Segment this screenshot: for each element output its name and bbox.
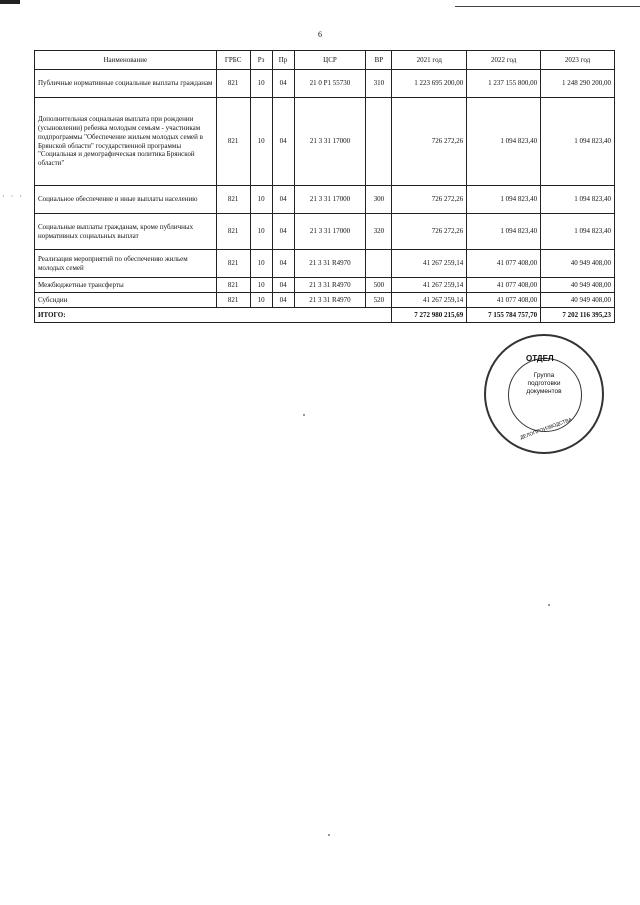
cell-2021: 41 267 259,14	[392, 250, 467, 278]
cell-pr: 04	[272, 98, 294, 186]
cell-name: Дополнительная социальная выплата при рождении (усыновлении) ребенка молодым семьям - участникам подпрограммы "Обеспечение жильем молодых семей в Брянской области" государственной программы "Социальная и демографическая политика Брянской области"	[35, 98, 217, 186]
stamp-bottom-text: ДЕЛОПРОИЗВОДСТВА	[519, 416, 573, 442]
scan-artifact-dots: · · ·	[2, 192, 24, 201]
cell-2021: 726 272,26	[392, 98, 467, 186]
header-pr: Пр	[272, 51, 294, 70]
cell-2021: 41 267 259,14	[392, 278, 467, 293]
cell-2021: 726 272,26	[392, 214, 467, 250]
cell-rz: 10	[250, 293, 272, 308]
total-label: ИТОГО:	[35, 308, 392, 323]
cell-2021: 1 223 695 200,00	[392, 70, 467, 98]
table-row	[35, 214, 615, 250]
cell-vr	[366, 250, 392, 278]
scan-speck	[548, 604, 550, 606]
cell-2022: 41 077 408,00	[467, 250, 541, 278]
cell-2023: 1 094 823,40	[541, 186, 615, 214]
cell-pr: 04	[272, 278, 294, 293]
cell-2022: 1 094 823,40	[467, 186, 541, 214]
cell-grbs: 821	[216, 250, 250, 278]
cell-vr	[366, 98, 392, 186]
total-2021: 7 272 980 215,69	[392, 308, 467, 323]
table-header-row	[35, 51, 615, 70]
header-2022: 2022 год	[467, 51, 541, 70]
stamp-group-line-1: Группа	[533, 372, 555, 379]
header-rz: Рз	[250, 51, 272, 70]
cell-pr: 04	[272, 293, 294, 308]
cell-2022: 1 237 155 800,00	[467, 70, 541, 98]
scan-speck	[303, 414, 305, 416]
cell-rz: 10	[250, 70, 272, 98]
cell-2021: 41 267 259,14	[392, 293, 467, 308]
cell-name: Социальные выплаты гражданам, кроме публичных нормативных социальных выплат	[35, 214, 217, 250]
table-row	[35, 70, 615, 98]
cell-name: Социальное обеспечение и иные выплаты населению	[35, 186, 217, 214]
cell-2023: 40 949 408,00	[541, 278, 615, 293]
cell-rz: 10	[250, 186, 272, 214]
cell-pr: 04	[272, 214, 294, 250]
cell-2022: 41 077 408,00	[467, 278, 541, 293]
cell-rz: 10	[250, 98, 272, 186]
cell-grbs: 821	[216, 278, 250, 293]
table-row	[35, 250, 615, 278]
cell-name: Реализация мероприятий по обеспечению жильем молодых семей	[35, 250, 217, 278]
stamp-group-line-2: подготовки	[527, 379, 561, 387]
total-2022: 7 155 784 757,70	[467, 308, 541, 323]
cell-vr: 310	[366, 70, 392, 98]
cell-rz: 10	[250, 278, 272, 293]
cell-csr: 21 3 31 R4970	[294, 293, 366, 308]
cell-vr: 320	[366, 214, 392, 250]
cell-csr: 21 3 31 R4970	[294, 250, 366, 278]
cell-vr: 520	[366, 293, 392, 308]
stamp-department: ОТДЕЛ	[526, 354, 554, 363]
table-row	[35, 186, 615, 214]
total-2023: 7 202 116 395,23	[541, 308, 615, 323]
header-name: Наименование	[35, 51, 217, 70]
cell-2022: 1 094 823,40	[467, 214, 541, 250]
cell-2022: 41 077 408,00	[467, 293, 541, 308]
table-total-row	[35, 308, 615, 323]
cell-name: Публичные нормативные социальные выплаты гражданам	[35, 70, 217, 98]
cell-2023: 1 094 823,40	[541, 98, 615, 186]
cell-grbs: 821	[216, 214, 250, 250]
cell-grbs: 821	[216, 293, 250, 308]
cell-2022: 1 094 823,40	[467, 98, 541, 186]
cell-csr: 21 3 31 17000	[294, 186, 366, 214]
header-grbs: ГРБС	[216, 51, 250, 70]
cell-grbs: 821	[216, 98, 250, 186]
cell-grbs: 821	[216, 70, 250, 98]
table-row	[35, 293, 615, 308]
cell-2021: 726 272,26	[392, 186, 467, 214]
stamp-group-text	[514, 372, 574, 395]
cell-2023: 40 949 408,00	[541, 293, 615, 308]
cell-2023: 40 949 408,00	[541, 250, 615, 278]
scan-speck	[328, 834, 330, 836]
cell-rz: 10	[250, 214, 272, 250]
table-row	[35, 278, 615, 293]
cell-csr: 21 3 31 17000	[294, 214, 366, 250]
cell-vr: 300	[366, 186, 392, 214]
cell-csr: 21 0 P1 55730	[294, 70, 366, 98]
cell-name: Межбюджетные трансферты	[35, 278, 217, 293]
cell-name: Субсидии	[35, 293, 217, 308]
cell-csr: 21 3 31 R4970	[294, 278, 366, 293]
top-rule	[455, 6, 640, 7]
header-2023: 2023 год	[541, 51, 615, 70]
cell-pr: 04	[272, 186, 294, 214]
page-number: 6	[318, 30, 322, 39]
table-row	[35, 98, 615, 186]
cell-grbs: 821	[216, 186, 250, 214]
cell-pr: 04	[272, 250, 294, 278]
budget-table	[34, 50, 615, 323]
header-csr: ЦСР	[294, 51, 366, 70]
cell-2023: 1 248 290 200,00	[541, 70, 615, 98]
cell-csr: 21 3 31 17000	[294, 98, 366, 186]
cell-rz: 10	[250, 250, 272, 278]
cell-2023: 1 094 823,40	[541, 214, 615, 250]
cell-pr: 04	[272, 70, 294, 98]
office-stamp	[484, 334, 604, 454]
cell-vr: 500	[366, 278, 392, 293]
header-vr: ВР	[366, 51, 392, 70]
stamp-group-line-3: документов	[526, 387, 562, 395]
header-2021: 2021 год	[392, 51, 467, 70]
scan-corner-mark	[0, 0, 20, 4]
